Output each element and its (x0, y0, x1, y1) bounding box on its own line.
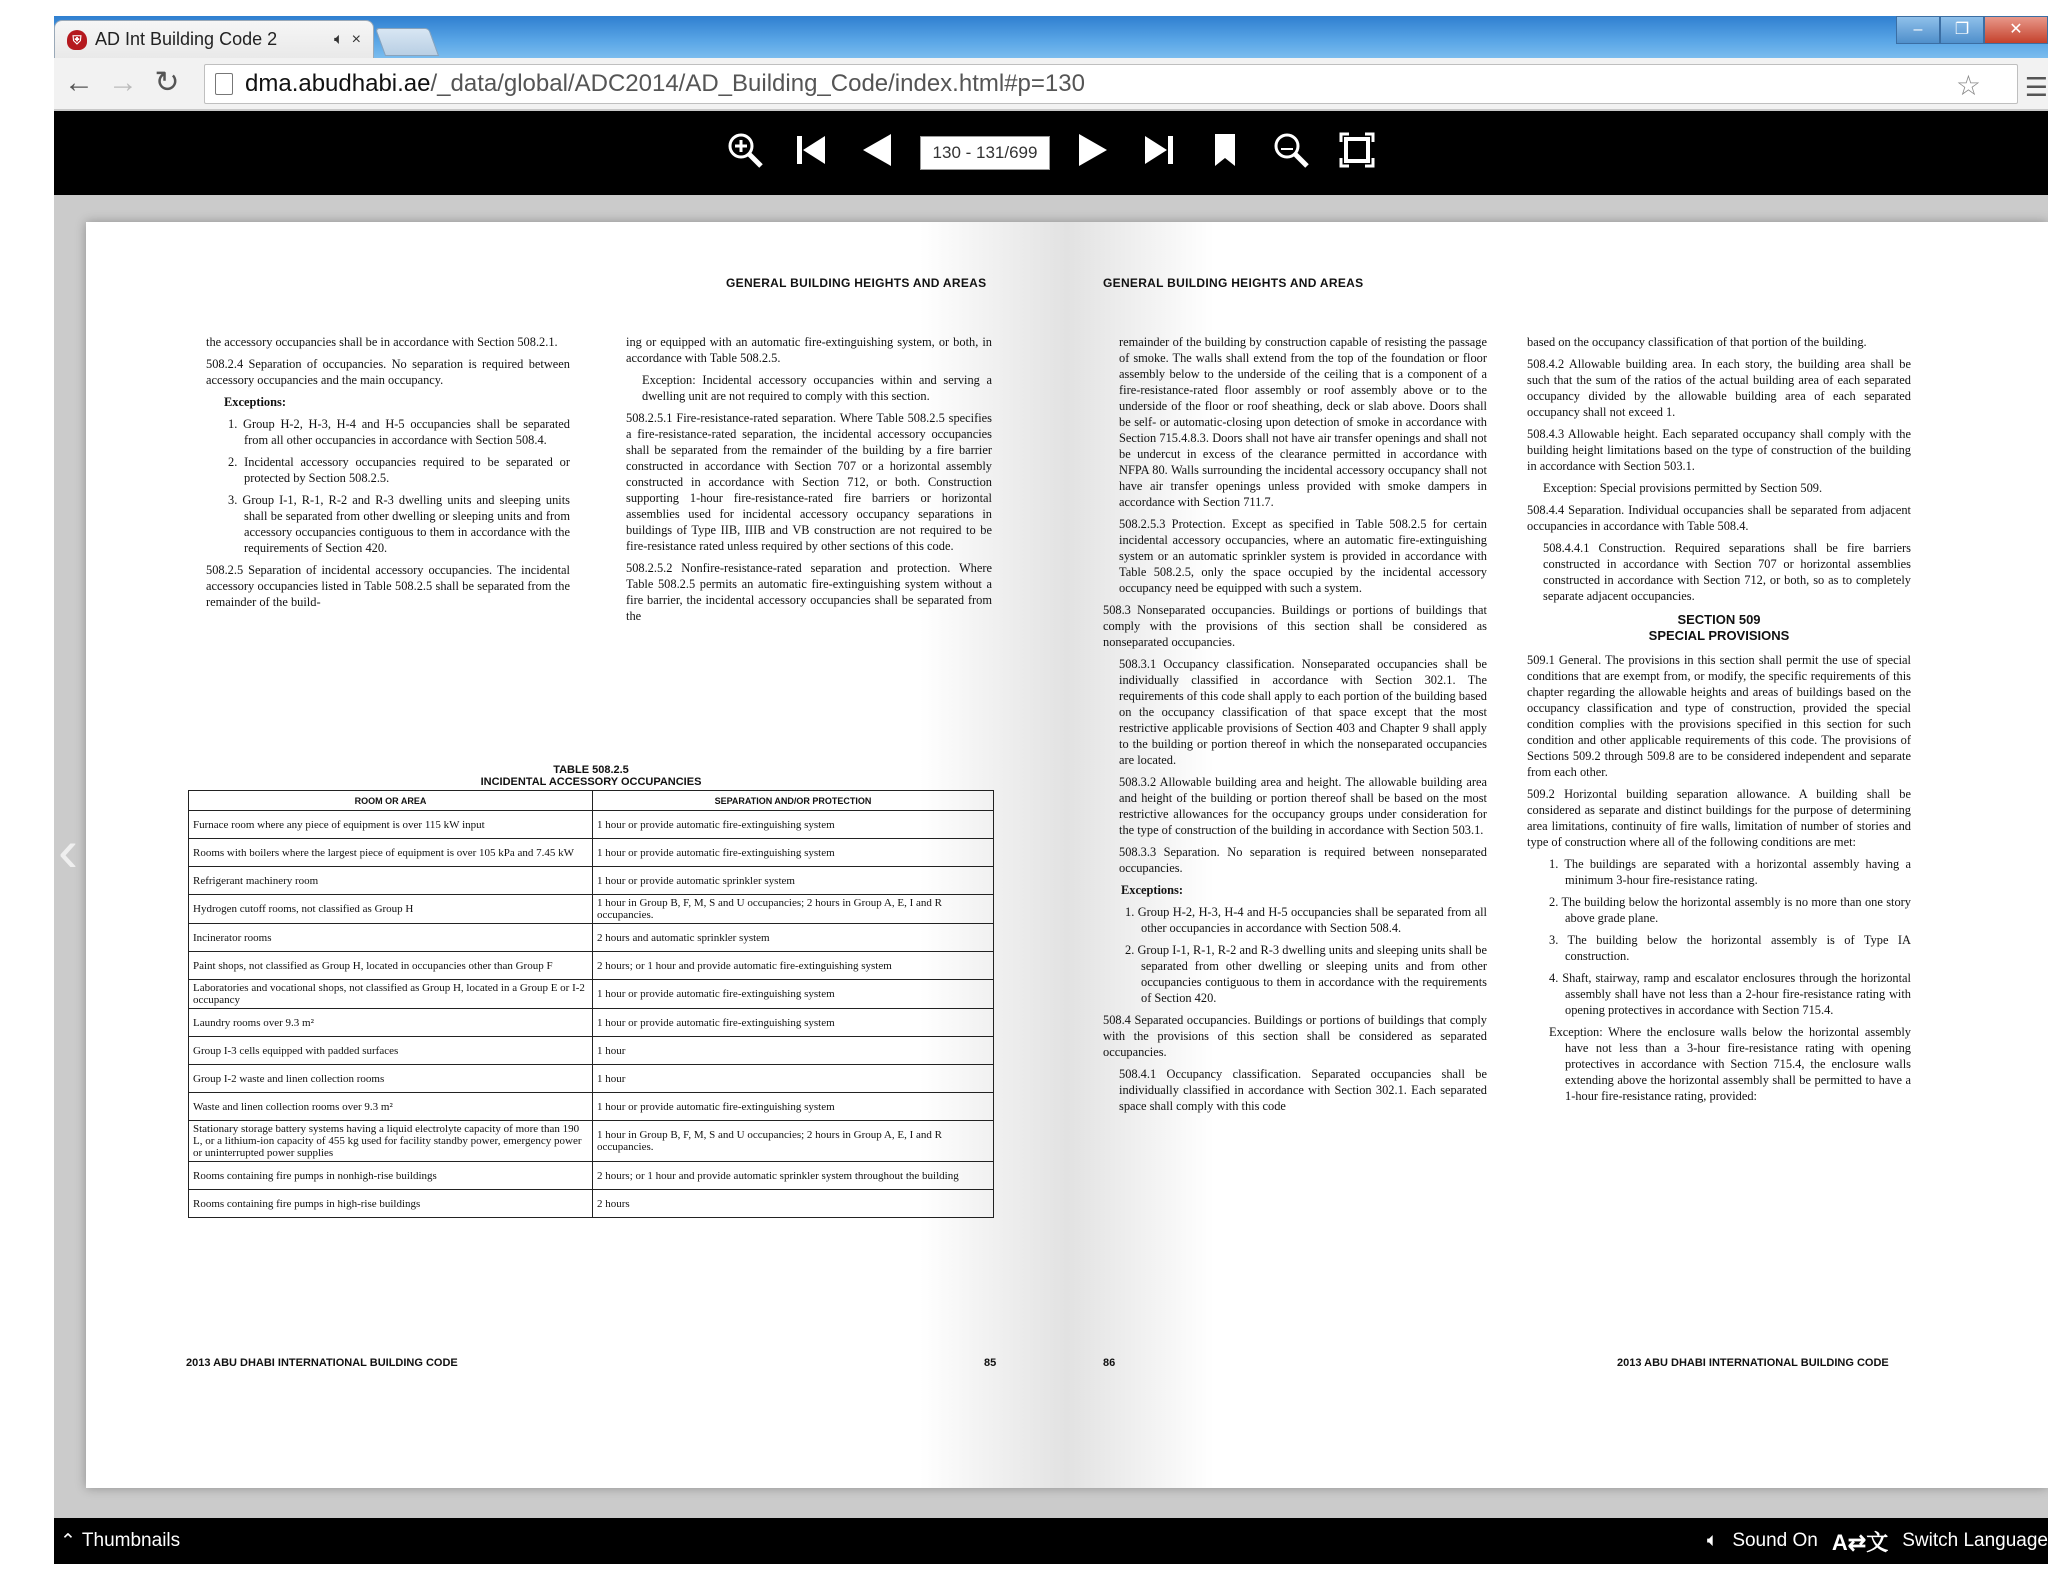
zoom-in-icon[interactable] (722, 130, 768, 176)
table-number: TABLE 508.2.5 (553, 764, 629, 776)
page-number: 85 (984, 1357, 997, 1369)
separation-cell: 2 hours (593, 1190, 994, 1218)
fullscreen-icon[interactable] (1334, 130, 1380, 176)
paragraph: 508.4.4.1 Construction. Required separations shall be fire barriers constructed in accordance with Section 707 or horizontal assemblies constructed in accordance with Section 712, or both, so as to completely separate adjacent occupancies. (1543, 541, 1911, 603)
separation-cell: 1 hour (593, 1037, 994, 1065)
separation-cell: 1 hour or provide automatic fire-extinguishing system (593, 1009, 994, 1037)
browser-window (54, 16, 2048, 1564)
paragraph: 509.1 General. The provisions in this section shall permit the use of special conditions that are exempt from, or modify, the specific requirements of this chapter regarding the allowable heights and areas of buildings based on the occupancy classification and type of construction, provided the special condition complies with the provisions specified in this section for such condition and other applicable requirements of this code. The provisions of Sections 509.2 through 509.8 are to be considered independent and separate from each other. (1527, 653, 1911, 779)
running-head: GENERAL BUILDING HEIGHTS AND AREAS (1103, 276, 1364, 290)
running-head: GENERAL BUILDING HEIGHTS AND AREAS (726, 276, 987, 290)
previous-page-icon[interactable] (854, 130, 900, 176)
paragraph: 509.2 Horizontal building separation allowance. A building shall be considered as separate and distinct buildings for the purpose of determining area limitations, continuity of fire walls, limitation of number of stories and type of construction where all of the following conditions are met: (1527, 787, 1911, 849)
paragraph: 508.3 Nonseparated occupancies. Buildings or portions of buildings that comply with the provisions of this section shall be considered as nonseparated occupancies. (1103, 603, 1487, 649)
separation-cell: 1 hour or provide automatic fire-extinguishing system (593, 980, 994, 1009)
table-row (189, 952, 994, 980)
first-page-icon[interactable] (788, 130, 834, 176)
paragraph: 508.4.4 Separation. Individual occupancies shall be separated from adjacent occupancies in accordance with Table 508.4. (1527, 503, 1911, 533)
section-number: SECTION 509 (1677, 612, 1761, 627)
left-nav-arrow-icon[interactable]: ‹ (58, 817, 78, 884)
section-heading (1527, 612, 1911, 644)
tab-title: AD Int Building Code 2 (95, 29, 278, 49)
paragraph: Exceptions: (224, 395, 286, 409)
room-or-area-cell: Stationary storage battery systems having a liquid electrolyte capacity of more than 190 L, or a lithium-ion capacity of 455 kg used for facility standby power, emergency power or uninterrupted power supplies (189, 1121, 593, 1162)
room-or-area-cell: Group I-2 waste and linen collection rooms (189, 1065, 593, 1093)
speaker-icon[interactable]: 🔈︎ (334, 30, 344, 48)
paragraph: 508.4.2 Allowable building area. In each story, the building area shall be such that the sum of the ratios of the actual building area of each separated occupancy divided by the allowable building area of each separated occupancy shall not exceed 1. (1527, 357, 1911, 419)
room-or-area-cell: Rooms containing fire pumps in nonhigh-rise buildings (189, 1162, 593, 1190)
section-title: SPECIAL PROVISIONS (1648, 628, 1790, 643)
table-title: INCIDENTAL ACCESSORY OCCUPANCIES (480, 776, 702, 788)
paragraph: 508.3.3 Separation. No separation is required between nonseparated occupancies. (1119, 845, 1487, 875)
page-number-input[interactable]: 130 - 131/699 (920, 136, 1050, 170)
viewer-toolbar (54, 111, 2048, 195)
paragraph: remainder of the building by construction capable of resisting the passage of smoke. The walls shall extend from the top of the foundation or floor assembly below to the underside of the ceiling that is a component of a fire-resistance-rated floor assembly or roof assembly above or to the underside of the floor or roof sheathing, deck or slab above. Doors shall be self- or automatic-closing upon detection of smoke in accordance with Section 715.4.8.3. Doors shall not have air transfer openings and shall not be undercut in excess of the clearance permitted in accordance with NFPA 80. Walls surrounding the incidental accessory occupancy shall not have air transfer openings unless provided with smoke dampers in accordance with Section 711.7. (1119, 335, 1487, 509)
room-or-area-cell: Group I-3 cells equipped with padded surfaces (189, 1037, 593, 1065)
next-page-icon[interactable] (1070, 130, 1116, 176)
minimize-icon[interactable]: – (1896, 16, 1940, 44)
separation-cell: 1 hour or provide automatic fire-extinguishing system (593, 811, 994, 839)
url-domain: dma.abudhabi.ae (245, 70, 431, 97)
separation-cell: 1 hour in Group B, F, M, S and U occupancies; 2 hours in Group A, E, I and R occupancies. (593, 895, 994, 924)
viewer-bottom-bar (54, 1518, 2048, 1564)
paragraph: Exceptions: (1121, 883, 1183, 897)
paragraph: the accessory occupancies shall be in accordance with Section 508.2.1. (206, 335, 558, 349)
table-body (189, 811, 994, 1218)
page-number: 86 (1103, 1357, 1116, 1369)
right-page-column-2 (1527, 334, 1911, 1110)
table-header: SEPARATION AND/OR PROTECTION (593, 791, 994, 811)
right-page-column-1 (1103, 334, 1487, 1120)
list-item: 2. Group I-1, R-1, R-2 and R-3 dwelling units and sleeping units shall be separated from other dwelling or sleeping units and from other occupancies contiguous to them in accordance with the requirements of Section 420. (1125, 943, 1487, 1005)
bottom-right-controls (1707, 1526, 2048, 1557)
left-page-column-1 (206, 334, 570, 616)
flipbook-stage (54, 196, 2048, 1534)
tab-close-icon[interactable]: × (351, 30, 361, 48)
thumbnails-button[interactable] (60, 1530, 180, 1553)
paragraph: 508.2.5.2 Nonfire-resistance-rated separation and protection. Where Table 508.2.5 permits an automatic fire-extinguishing system without a fire barrier, the incidental accessory occupancies shall be separated from the (626, 561, 992, 623)
bookmark-icon[interactable] (1202, 130, 1248, 176)
table-row (189, 1009, 994, 1037)
list-item: 3. The building below the horizontal assembly is of Type IA construction. (1549, 933, 1911, 963)
chevron-up-icon: ⌃ (60, 1530, 76, 1552)
title-bar (54, 16, 2048, 58)
separation-cell: 1 hour or provide automatic sprinkler system (593, 867, 994, 895)
table-row (189, 1037, 994, 1065)
paragraph: 508.2.4 Separation of occupancies. No separation is required between accessory occupancies and the main occupancy. (206, 357, 570, 387)
separation-cell: 1 hour in Group B, F, M, S and U occupancies; 2 hours in Group A, E, I and R occupancies. (593, 1121, 994, 1162)
switch-language-button[interactable]: Switch Language (1902, 1530, 2048, 1551)
table-row (189, 895, 994, 924)
list-item: 2. The building below the horizontal assembly is no more than one story above grade plane. (1549, 895, 1911, 925)
paragraph: based on the occupancy classification of that portion of the building. (1527, 335, 1867, 349)
table-row (189, 1162, 994, 1190)
room-or-area-cell: Furnace room where any piece of equipment is over 115 kW input (189, 811, 593, 839)
paragraph: 508.3.2 Allowable building area and height. The allowable building area and height of the building or portion thereof shall be based on the most restrictive allowances for the occupancy groups under consideration for the type of construction of the building in accordance with Section 503.1. (1119, 775, 1487, 837)
page-icon (215, 73, 233, 95)
table-caption (188, 764, 994, 788)
restore-icon[interactable]: ❐ (1940, 16, 1984, 44)
separation-cell: 1 hour or provide automatic fire-extinguishing system (593, 1093, 994, 1121)
paragraph: 508.2.5 Separation of incidental accessory occupancies. The incidental accessory occupancies listed in Table 508.2.5 shall be separated from the remainder of the build- (206, 563, 570, 609)
table-header-row (189, 791, 994, 811)
new-tab-button[interactable] (375, 28, 439, 56)
thumbnails-label: Thumbnails (81, 1530, 181, 1551)
table-row (189, 924, 994, 952)
paragraph: ing or equipped with an automatic fire-extinguishing system, or both, in accordance with Table 508.2.5. (626, 335, 992, 365)
right-page[interactable] (1067, 222, 2048, 1488)
table-row (189, 1093, 994, 1121)
room-or-area-cell: Rooms with boilers where the largest piece of equipment is over 105 kPa and 7.45 kW (189, 839, 593, 867)
room-or-area-cell: Laundry rooms over 9.3 m² (189, 1009, 593, 1037)
left-page-column-2 (626, 334, 992, 630)
list-item: 4. Shaft, stairway, ramp and escalator enclosures through the horizontal assembly shall have not less than a 2-hour fire-resistance rating with opening protectives in accordance with Section 715.4. (1549, 971, 1911, 1017)
reload-icon[interactable]: ↻ (154, 65, 180, 99)
bookmark-star-icon[interactable]: ☆ (1955, 70, 1981, 101)
list-item: 1. Group H-2, H-3, H-4 and H-5 occupancies shall be separated from all other occupancies in accordance with Section 508.4. (1125, 905, 1487, 935)
shield-favicon-icon: ⛨ (67, 30, 87, 50)
paragraph: 508.4.1 Occupancy classification. Separated occupancies shall be individually classified in accordance with Section 302.1. Each separated space shall comply with this code (1119, 1067, 1487, 1113)
separation-cell: 2 hours; or 1 hour and provide automatic fire-extinguishing system (593, 952, 994, 980)
footer-title: 2013 ABU DHABI INTERNATIONAL BUILDING CODE (1617, 1357, 1889, 1369)
list-item: 1. The buildings are separated with a horizontal assembly having a minimum 3-hour fire-resistance rating. (1549, 857, 1911, 887)
list-item: 2. Incidental accessory occupancies required to be separated or protected by Section 508.2.5. (228, 455, 570, 485)
table-row (189, 980, 994, 1009)
table-row (189, 867, 994, 895)
room-or-area-cell: Hydrogen cutoff rooms, not classified as Group H (189, 895, 593, 924)
speaker-icon[interactable]: 🔈︎ (1706, 1530, 1719, 1551)
browser-menu-icon[interactable]: ☰ (2024, 72, 2048, 102)
paragraph: 508.2.5.3 Protection. Except as specified in Table 508.2.5 for certain incidental accessory occupancies, where an automatic fire-extinguishing system or an automatic sprinkler system is provided in accordance with Table 508.2.5, only the space occupied by the incidental accessory occupancy need be equipped with such a system. (1119, 517, 1487, 595)
table-row (189, 1190, 994, 1218)
paragraph: 508.3.1 Occupancy classification. Nonseparated occupancies shall be individually classified in accordance with Section 302.1. The requirements of this code shall apply to each portion of the building based on the occupancy classification of that space except that the most restrictive applicable provisions of Section 403 and Chapter 9 shall apply to the building or portion thereof in which the nonseparated occupancies are located. (1119, 657, 1487, 767)
list-item: 3. Group I-1, R-1, R-2 and R-3 dwelling units and sleeping units shall be separated from other dwelling or sleeping units and from accessory occupancies contiguous to them in accordance with the requirements of Section 420. (228, 493, 570, 555)
sound-toggle[interactable]: Sound On (1732, 1530, 1818, 1551)
address-bar (54, 58, 2048, 110)
url-input[interactable] (204, 64, 2018, 104)
paragraph: Exception: Where the enclosure walls below the horizontal assembly have not less than a 3-hour fire-resistance rating with opening protectives in accordance with Section 715.4, the enclosure walls extending above the horizontal assembly shall be permitted to have a 1-hour fire-resistance rating, provided: (1549, 1025, 1911, 1103)
url-text (245, 70, 1085, 98)
room-or-area-cell: Refrigerant machinery room (189, 867, 593, 895)
separation-cell: 1 hour (593, 1065, 994, 1093)
separation-cell: 2 hours and automatic sprinkler system (593, 924, 994, 952)
paragraph: Exception: Incidental accessory occupancies within and serving a dwelling unit are not required to comply with this section. (642, 373, 992, 403)
paragraph: 508.4.3 Allowable height. Each separated occupancy shall comply with the building height limitations based on the type of construction of the building in accordance with Section 503.1. (1527, 427, 1911, 473)
room-or-area-cell: Paint shops, not classified as Group H, located in occupancies other than Group F (189, 952, 593, 980)
paragraph: Exception: Special provisions permitted by Section 509. (1543, 481, 1823, 495)
open-book (86, 222, 2048, 1488)
table-row (189, 1121, 994, 1162)
paragraph: 508.4 Separated occupancies. Buildings or portions of buildings that comply with the provisions of this section shall be considered as separated occupancies. (1103, 1013, 1487, 1059)
footer-title: 2013 ABU DHABI INTERNATIONAL BUILDING CODE (186, 1357, 458, 1369)
separation-cell: 1 hour or provide automatic fire-extinguishing system (593, 839, 994, 867)
room-or-area-cell: Laboratories and vocational shops, not classified as Group H, located in a Group E or I-2 occupancy (189, 980, 593, 1009)
back-arrow-icon[interactable]: ← (64, 65, 94, 99)
room-or-area-cell: Waste and linen collection rooms over 9.3 m² (189, 1093, 593, 1121)
incidental-occupancies-table (188, 790, 994, 1218)
url-path: /_data/global/ADC2014/AD_Building_Code/index.html#p=130 (430, 70, 1085, 97)
separation-cell: 2 hours; or 1 hour and provide automatic sprinkler system throughout the building (593, 1162, 994, 1190)
search-icon[interactable] (1268, 130, 1314, 176)
paragraph: 508.2.5.1 Fire-resistance-rated separation. Where Table 508.2.5 specifies a fire-resistance-rated separation, the incidental accessory occupancies shall be separated from the remainder of the building by a fire barrier constructed in accordance with Section 707 or a horizontal assembly constructed in accordance with Section 712, or both. Construction supporting 1-hour fire-resistance-rated fire barriers or horizontal assemblies used for incidental accessory occupancy separations in buildings of Type IIB, IIIB and VB construction are not required to be fire-resistance rated unless required by other sections of this code. (626, 411, 992, 553)
left-page[interactable] (86, 222, 1067, 1488)
room-or-area-cell: Rooms containing fire pumps in high-rise buildings (189, 1190, 593, 1218)
table-row (189, 811, 994, 839)
language-icon[interactable]: A⇄文 (1831, 1529, 1889, 1555)
list-item: 1. Group H-2, H-3, H-4 and H-5 occupancies shall be separated from all other occupancies in accordance with Section 508.4. (228, 417, 570, 447)
window-controls (1896, 16, 2048, 44)
table-row (189, 839, 994, 867)
browser-tab[interactable] (54, 20, 374, 58)
table-row (189, 1065, 994, 1093)
last-page-icon[interactable] (1136, 130, 1182, 176)
window-close-icon[interactable]: ✕ (1984, 16, 2048, 44)
table-header: ROOM OR AREA (189, 791, 593, 811)
forward-arrow-icon[interactable]: → (108, 65, 138, 99)
room-or-area-cell: Incinerator rooms (189, 924, 593, 952)
